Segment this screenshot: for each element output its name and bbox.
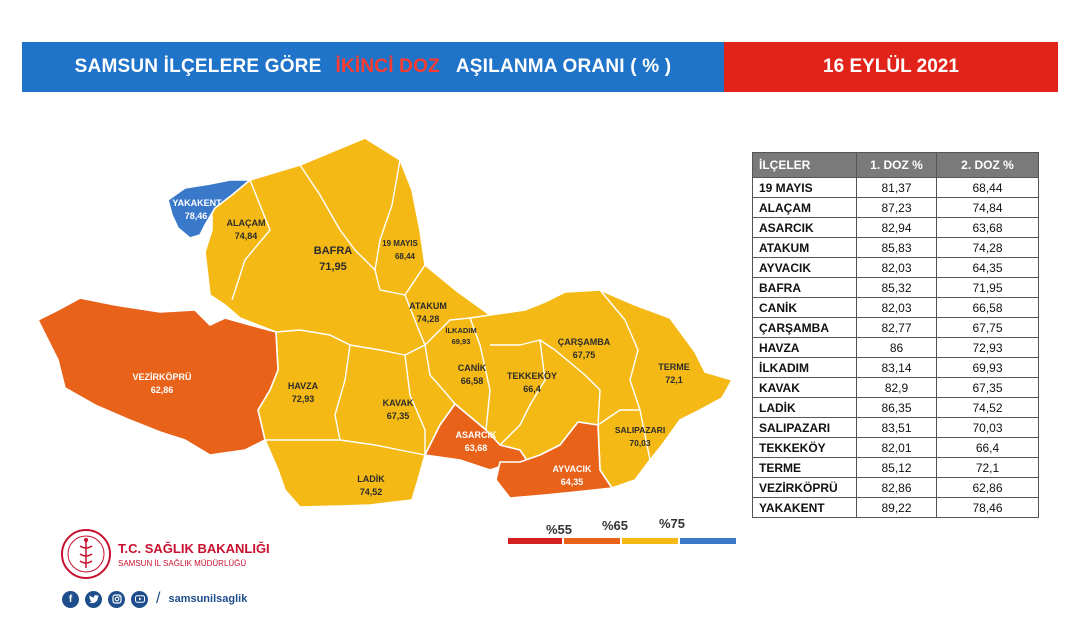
- column-header-district: İLÇELER: [753, 153, 857, 178]
- label-name-tekkekoy: TEKKEKÖY: [506, 371, 558, 381]
- label-name-bafra: BAFRA: [313, 245, 353, 257]
- district-cell: ÇARŞAMBA: [753, 318, 857, 338]
- table-row: [753, 378, 1039, 398]
- table-row: [753, 258, 1039, 278]
- dose1-cell: 82,03: [857, 258, 937, 278]
- legend-band-65-75: [622, 538, 678, 544]
- district-cell: VEZİRKÖPRÜ: [753, 478, 857, 498]
- dose1-cell: 82,86: [857, 478, 937, 498]
- dose2-cell: 78,46: [937, 498, 1039, 518]
- dose2-cell: 74,28: [937, 238, 1039, 258]
- dose2-cell: 71,95: [937, 278, 1039, 298]
- dose2-cell: 72,1: [937, 458, 1039, 478]
- district-cell: BAFRA: [753, 278, 857, 298]
- table-row: [753, 438, 1039, 458]
- dose1-cell: 83,51: [857, 418, 937, 438]
- social-handle[interactable]: samsunilsaglik: [168, 593, 248, 605]
- district-cell: LADİK: [753, 398, 857, 418]
- dose2-cell: 64,35: [937, 258, 1039, 278]
- label-name-canik: CANİK: [457, 363, 487, 373]
- district-cell: CANİK: [753, 298, 857, 318]
- label-value-kavak: 67,35: [386, 411, 410, 421]
- label-value-atakum: 74,28: [416, 314, 440, 324]
- ministry-logo: [60, 528, 112, 580]
- dose1-cell: 85,83: [857, 238, 937, 258]
- label-value-terme: 72,1: [665, 375, 683, 385]
- table-row: [753, 418, 1039, 438]
- dose1-cell: 82,01: [857, 438, 937, 458]
- dose1-cell: 85,32: [857, 278, 937, 298]
- column-header-dose1: 1. DOZ %: [857, 153, 937, 178]
- label-name-ladik: LADİK: [357, 474, 385, 484]
- youtube-icon[interactable]: [131, 591, 148, 608]
- dose2-cell: 74,84: [937, 198, 1039, 218]
- dose2-cell: 72,93: [937, 338, 1039, 358]
- district-cell: KAVAK: [753, 378, 857, 398]
- table-row: [753, 178, 1039, 198]
- district-cell: 19 MAYIS: [753, 178, 857, 198]
- label-name-ilkadim: İLKADIM: [445, 326, 477, 335]
- label-name-vezirkopru: VEZİRKÖPRÜ: [132, 372, 192, 382]
- dose1-cell: 82,94: [857, 218, 937, 238]
- district-cell: TEKKEKÖY: [753, 438, 857, 458]
- district-cell: İLKADIM: [753, 358, 857, 378]
- title-highlight: İKİNCİ DOZ: [335, 56, 440, 77]
- dose1-cell: 87,23: [857, 198, 937, 218]
- table-row: [753, 278, 1039, 298]
- dose1-cell: 85,12: [857, 458, 937, 478]
- dose2-cell: 62,86: [937, 478, 1039, 498]
- legend-band-55-65: [564, 538, 620, 544]
- table-row: [753, 398, 1039, 418]
- district-cell: ATAKUM: [753, 238, 857, 258]
- label-value-bafra: 71,95: [319, 261, 347, 273]
- label-value-havza: 72,93: [291, 394, 315, 404]
- dose1-cell: 82,03: [857, 298, 937, 318]
- table-row: [753, 498, 1039, 518]
- label-name-alacam: ALAÇAM: [226, 218, 266, 228]
- district-cell: AYVACIK: [753, 258, 857, 278]
- district-cell: TERME: [753, 458, 857, 478]
- label-name-19-mayis: 19 MAYIS: [382, 239, 418, 248]
- dose1-cell: 82,9: [857, 378, 937, 398]
- label-value-canik: 66,58: [460, 376, 484, 386]
- dose1-cell: 86: [857, 338, 937, 358]
- label-value-salipazari: 70,03: [629, 438, 651, 448]
- dose2-cell: 67,35: [937, 378, 1039, 398]
- facebook-icon[interactable]: f: [62, 591, 79, 608]
- social-links: [62, 590, 247, 608]
- district-cell: HAVZA: [753, 338, 857, 358]
- district-cell: SALIPAZARI: [753, 418, 857, 438]
- dose2-cell: 70,03: [937, 418, 1039, 438]
- label-name-asarcik: ASARCIK: [455, 430, 497, 440]
- twitter-icon[interactable]: [85, 591, 102, 608]
- label-value-vezirkopru: 62,86: [150, 385, 174, 395]
- label-value-alacam: 74,84: [234, 231, 258, 241]
- label-name-atakum: ATAKUM: [409, 301, 447, 311]
- label-name-yakakent: YAKAKENT: [172, 198, 222, 208]
- legend-label-55: %55: [546, 522, 573, 537]
- dose2-cell: 66,58: [937, 298, 1039, 318]
- ministry-subtitle: SAMSUN İL SAĞLIK MÜDÜRLÜĞÜ: [118, 559, 247, 568]
- table-row: [753, 198, 1039, 218]
- table-row: [753, 298, 1039, 318]
- legend-band-above-75: [680, 538, 736, 544]
- label-value-ilkadim: 69,93: [451, 337, 471, 346]
- label-name-carsamba: ÇARŞAMBA: [557, 337, 611, 347]
- label-name-terme: TERME: [658, 362, 690, 372]
- dose1-cell: 86,35: [857, 398, 937, 418]
- label-value-carsamba: 67,75: [572, 350, 596, 360]
- table-row: [753, 218, 1039, 238]
- ministry-name: T.C. SAĞLIK BAKANLIĞI: [118, 541, 270, 556]
- label-name-ayvacik: AYVACIK: [552, 464, 592, 474]
- table-row: [753, 458, 1039, 478]
- table-header-row: [753, 153, 1039, 178]
- vaccination-table: [752, 152, 1039, 518]
- label-value-yakakent: 78,46: [184, 211, 208, 221]
- label-value-ayvacik: 64,35: [560, 477, 584, 487]
- legend-label-75: %75: [659, 516, 686, 531]
- label-value-ladik: 74,52: [359, 487, 383, 497]
- dose1-cell: 83,14: [857, 358, 937, 378]
- table-row: [753, 238, 1039, 258]
- dose1-cell: 81,37: [857, 178, 937, 198]
- table-row: [753, 338, 1039, 358]
- dose2-cell: 69,93: [937, 358, 1039, 378]
- district-cell: ASARCIK: [753, 218, 857, 238]
- dose2-cell: 68,44: [937, 178, 1039, 198]
- district-cell: ALAÇAM: [753, 198, 857, 218]
- table-row: [753, 358, 1039, 378]
- label-value-asarcik: 63,68: [464, 443, 488, 453]
- legend-label-65: %65: [602, 518, 629, 533]
- dose2-cell: 67,75: [937, 318, 1039, 338]
- report-date: 16 EYLÜL 2021: [823, 56, 959, 77]
- district-cell: YAKAKENT: [753, 498, 857, 518]
- label-name-havza: HAVZA: [287, 381, 319, 391]
- label-value-tekkekoy: 66,4: [523, 384, 541, 394]
- dose2-cell: 63,68: [937, 218, 1039, 238]
- table-row: [753, 478, 1039, 498]
- dose2-cell: 66,4: [937, 438, 1039, 458]
- label-name-kavak: KAVAK: [382, 398, 414, 408]
- dose1-cell: 89,22: [857, 498, 937, 518]
- title-part-1: SAMSUN İLÇELERE GÖRE: [74, 56, 322, 77]
- title-part-2: AŞILANMA ORANI ( % ): [455, 56, 672, 77]
- separator-slash: /: [156, 590, 161, 607]
- table-row: [753, 318, 1039, 338]
- label-value-19-mayis: 68,44: [394, 252, 416, 261]
- label-name-salipazari: SALIPAZARI: [614, 425, 666, 435]
- dose2-cell: 74,52: [937, 398, 1039, 418]
- dose1-cell: 82,77: [857, 318, 937, 338]
- instagram-icon[interactable]: [108, 591, 125, 608]
- column-header-dose2: 2. DOZ %: [937, 153, 1039, 178]
- legend-band-below-55: [508, 538, 562, 544]
